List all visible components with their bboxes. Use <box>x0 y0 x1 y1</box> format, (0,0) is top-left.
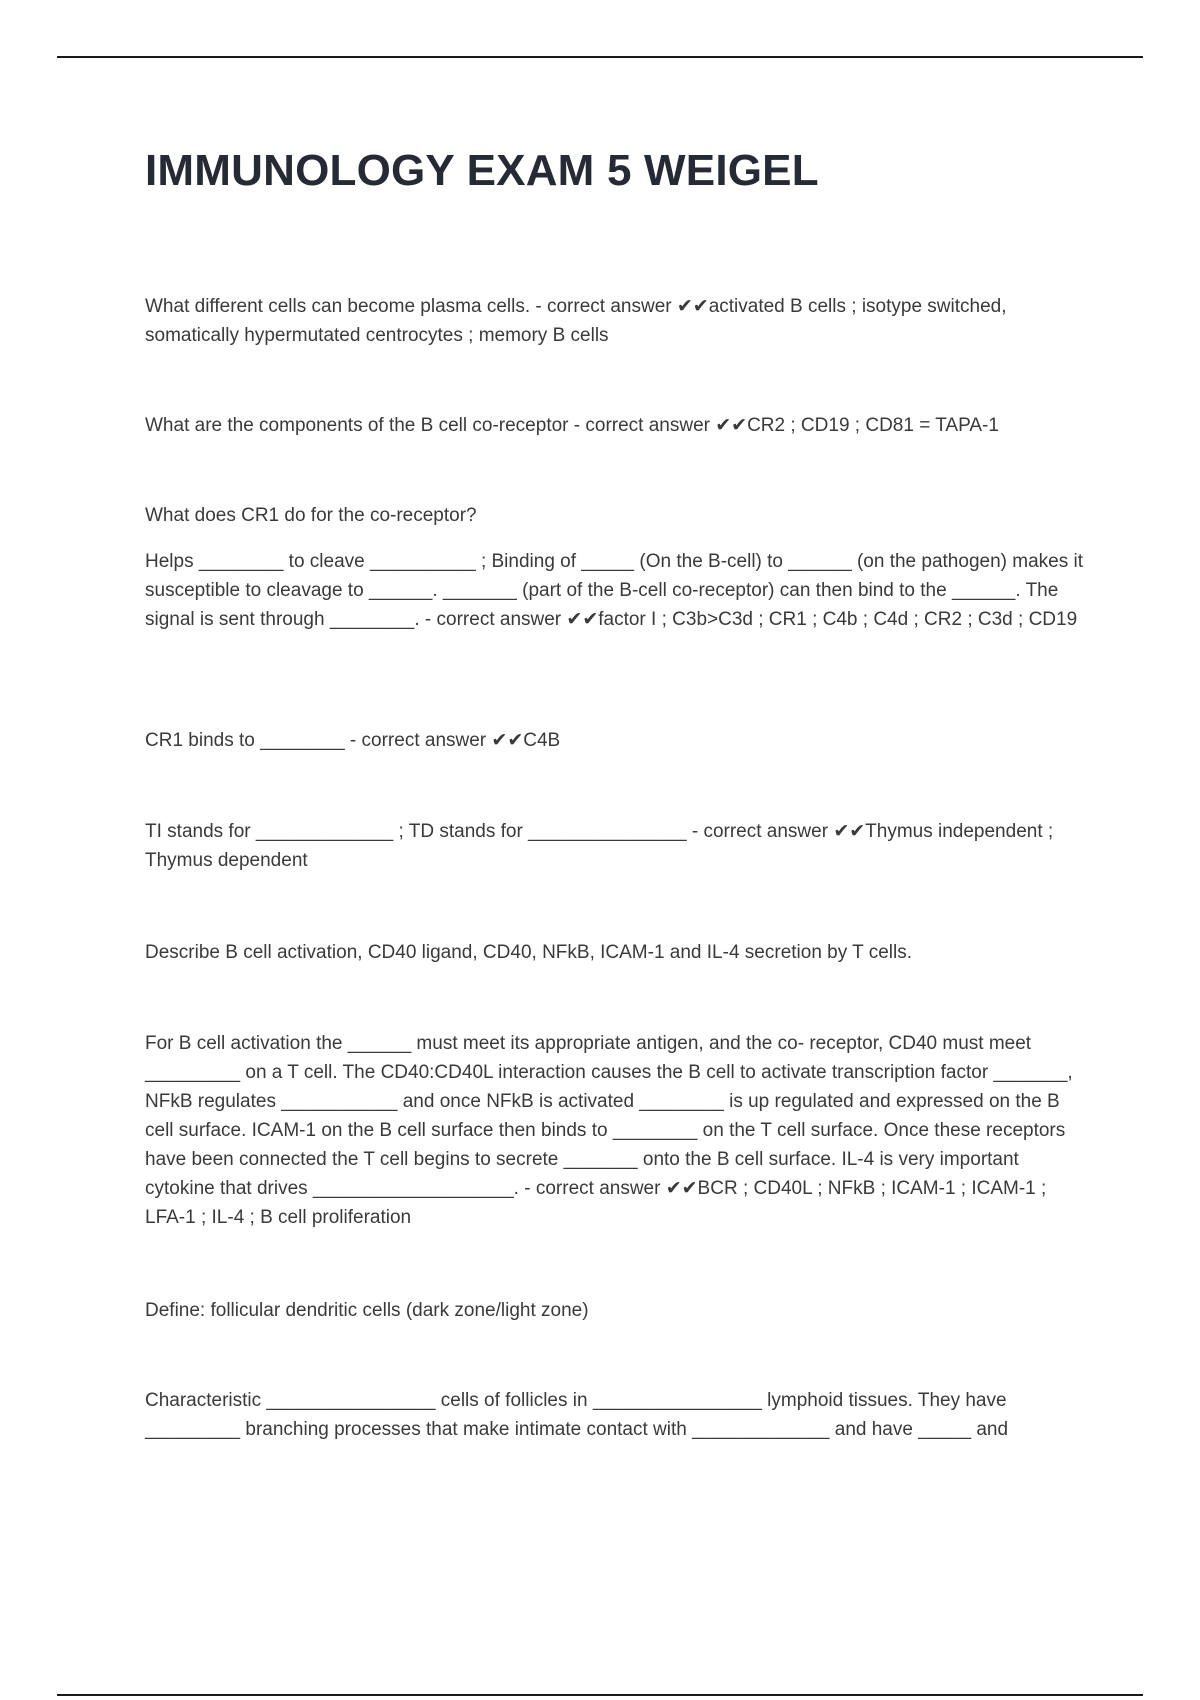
question-ti-td: TI stands for _____________ ; TD stands for _______________ - correct answer ✔✔Thymus independent ; Thymus dependent <box>145 821 1054 871</box>
question-co-receptor-components: What are the components of the B cell co-receptor - correct answer ✔✔CR2 ; CD19 ; CD81 = TAPA-1 <box>145 415 999 436</box>
question-plasma-cells: What different cells can become plasma cells. - correct answer ✔✔activated B cells ; isotype switched, somatically hypermutated centrocytes ; memory B cells <box>145 296 1007 346</box>
document-title: IMMUNOLOGY EXAM 5 WEIGEL <box>145 146 819 195</box>
question-cr1-function: What does CR1 do for the co-receptor? <box>145 505 477 526</box>
question-cr1-binds: CR1 binds to ________ - correct answer ✔✔C4B <box>145 730 561 751</box>
answer-follicular-dendritic-cells: Characteristic ________________ cells of follicles in ________________ lymphoid tissues. They have _________ branching processes that make intimate contact with _____________ and have _____ and <box>145 1390 1009 1440</box>
question-b-cell-activation: Describe B cell activation, CD40 ligand, CD40, NFkB, ICAM-1 and IL-4 secretion by T cells. <box>145 942 913 963</box>
answer-cr1-function: Helps ________ to cleave __________ ; Binding of _____ (On the B-cell) to ______ (on the pathogen) makes it susceptible to cleavage to ______. _______ (part of the B-cell co-receptor) can then bind to the ______. The signal is sent through ________. - correct answer ✔✔factor I ; C3b>C3d ; CR1 ; C4b ; C4d ; CR2 ; C3d ; CD19 <box>145 551 1083 630</box>
bottom-rule <box>57 1694 1143 1696</box>
question-follicular-dendritic-cells: Define: follicular dendritic cells (dark zone/light zone) <box>145 1300 589 1321</box>
top-rule <box>57 56 1143 58</box>
answer-b-cell-activation: For B cell activation the ______ must meet its appropriate antigen, and the co- receptor, CD40 must meet _________ on a T cell. The CD40:CD40L interaction causes the B cell to activate transcription factor _______, NFkB regulates ___________ and once NFkB is activated ________ is up regulated and expressed on the B cell surface. ICAM-1 on the B cell surface then binds to ________ on the T cell surface. Once these receptors have been connected the T cell begins to secrete _______ onto the B cell surface. IL-4 is very important cytokine that drives ___________________. - correct answer ✔✔BCR ; CD40L ; NFkB ; ICAM-1 ; ICAM-1 ; LFA-1 ; IL-4 ; B cell proliferation <box>145 1033 1073 1228</box>
